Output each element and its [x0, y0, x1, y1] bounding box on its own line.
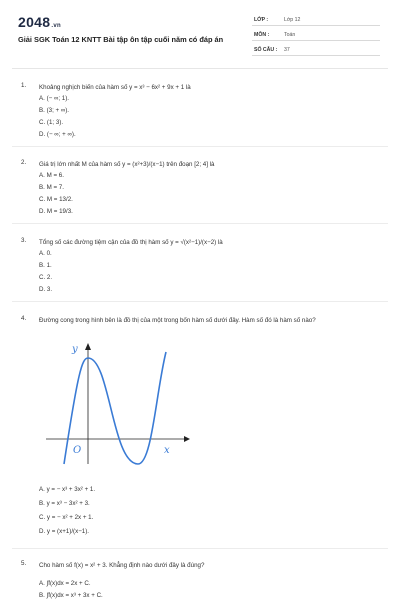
- meta-count-key: SỐ CÂU :: [254, 47, 278, 53]
- option-c[interactable]: C. M = 13/2.: [39, 196, 73, 203]
- question-divider: [12, 223, 388, 224]
- question-divider: [12, 146, 388, 147]
- option-a[interactable]: A. M = 6.: [39, 172, 64, 179]
- option-d[interactable]: D. (− ∞; + ∞).: [39, 131, 76, 138]
- logo-sub: .vn: [51, 23, 61, 29]
- option-d[interactable]: D. 3.: [39, 286, 53, 293]
- meta-class: [252, 14, 380, 26]
- option-b[interactable]: B. M = 7.: [39, 184, 64, 191]
- meta-subject-key: MÔN :: [254, 32, 270, 38]
- header-divider: [12, 68, 388, 69]
- question-divider: [12, 301, 388, 302]
- option-a[interactable]: A. 0.: [39, 250, 52, 257]
- option-a[interactable]: A. ∫f(x)dx = 2x + C.: [39, 580, 91, 587]
- question-stem: Đường cong trong hình bên là đồ thị của một trong bốn hàm số dưới đây. Hàm số đó là hàm số nào?: [39, 317, 316, 324]
- option-b[interactable]: B. (3; + ∞).: [39, 107, 70, 114]
- y-axis-label: y: [72, 344, 78, 355]
- x-axis-arrow: [184, 436, 190, 442]
- meta-class-value: Lớp 12: [284, 17, 301, 23]
- option-c[interactable]: C. (1; 3).: [39, 119, 64, 126]
- function-graph: [44, 340, 194, 470]
- option-d[interactable]: D. M = 19/3.: [39, 208, 73, 215]
- option-b[interactable]: B. y = x³ − 3x² + 3.: [39, 500, 90, 507]
- option-b[interactable]: B. 1.: [39, 262, 52, 269]
- logo-main: 2048: [18, 14, 51, 30]
- option-a[interactable]: A. y = − x³ + 3x² + 1.: [39, 486, 96, 493]
- question-stem: Cho hàm số f(x) = x² + 3. Khẳng định nào dưới đây là đúng?: [39, 562, 205, 569]
- question-number: 2.: [21, 159, 27, 166]
- document-title: Giải SGK Toán 12 KNTT Bài tập ôn tập cuối năm có đáp án: [18, 35, 224, 44]
- question-number: 1.: [21, 82, 27, 89]
- question-number: 5.: [21, 560, 27, 567]
- question-number: 4.: [21, 315, 27, 322]
- page-header: [0, 0, 400, 62]
- option-b[interactable]: B. ∫f(x)dx = x³ + 3x + C.: [39, 592, 103, 599]
- option-c[interactable]: C. 2.: [39, 274, 53, 281]
- meta-count-value: 37: [284, 47, 290, 53]
- meta-subject-value: Toán: [284, 32, 296, 38]
- option-d[interactable]: D. y = (x+1)/(x−1).: [39, 528, 90, 535]
- question-stem: Giá trị lớn nhất M của hàm số y = (x²+3)/(x−1) trên đoạn [2; 4] là: [39, 161, 215, 168]
- origin-label: O: [73, 445, 82, 456]
- question-number: 3.: [21, 237, 27, 244]
- site-logo[interactable]: [18, 14, 61, 30]
- x-axis-label: x: [164, 445, 170, 456]
- question-stem: Khoảng nghịch biến của hàm số y = x³ − 6x² + 9x + 1 là: [39, 84, 191, 91]
- option-c[interactable]: C. y = − x² + 2x + 1.: [39, 514, 94, 521]
- option-a[interactable]: A. (− ∞; 1).: [39, 95, 70, 102]
- meta-subject: [252, 29, 380, 41]
- y-axis-arrow: [85, 343, 91, 350]
- meta-question-count: [252, 44, 380, 56]
- question-stem: Tổng số các đường tiệm cận của đồ thị hàm số y = √(x²−1)/(x−2) là: [39, 239, 223, 246]
- meta-class-key: LỚP :: [254, 17, 269, 23]
- question-divider: [12, 548, 388, 549]
